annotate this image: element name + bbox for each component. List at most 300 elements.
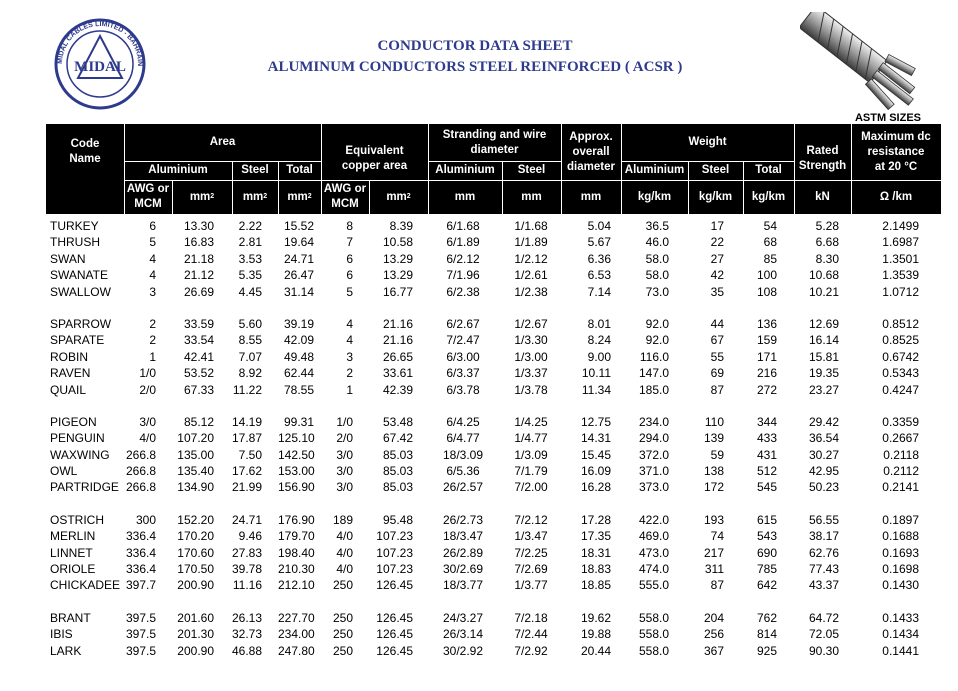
table-row: [46, 430, 941, 446]
cell-rated-strength: 16.14: [808, 333, 839, 348]
cell-code-name: BRANT: [50, 610, 91, 625]
cell-area-awg: 1/0: [139, 366, 156, 381]
table-row: [46, 284, 941, 300]
cell-weight-steel: 138: [703, 464, 724, 479]
cell-rated-strength: 29.42: [808, 414, 839, 429]
cell-max-resistance: 0.2112: [883, 464, 919, 479]
cell-stranding-aluminium: 26/2.57: [442, 480, 484, 495]
cell-overall-diameter: 10.11: [581, 366, 611, 381]
table-row: [46, 577, 941, 593]
cell-stranding-aluminium: 6/2.12: [446, 251, 480, 266]
cell-area-total: 210.30: [278, 562, 315, 577]
cell-copper-awg: 2/0: [336, 431, 353, 446]
cell-weight-aluminium: 422.0: [638, 512, 669, 527]
cell-code-name: MERLIN: [50, 529, 96, 544]
cell-rated-strength: 64.72: [808, 610, 839, 625]
cell-weight-steel: 35: [710, 284, 724, 299]
table-header: [46, 124, 941, 214]
cell-max-resistance: 0.4247: [882, 382, 919, 397]
cell-area-awg: 266.8: [125, 447, 156, 462]
cell-area-total: 212.10: [278, 578, 315, 593]
cell-max-resistance: 0.2118: [883, 447, 919, 462]
cell-copper-awg: 250: [332, 578, 353, 593]
cell-copper-awg: 4/0: [336, 545, 353, 560]
table-row: [46, 643, 941, 659]
cell-stranding-aluminium: 30/2.92: [442, 643, 484, 658]
cell-area-steel: 26.13: [232, 610, 263, 625]
cell-stranding-aluminium: 6/4.25: [446, 414, 480, 429]
cell-code-name: LARK: [50, 643, 82, 658]
cell-overall-diameter: 8.24: [587, 333, 611, 348]
cell-overall-diameter: 18.85: [580, 578, 611, 593]
cell-max-resistance: 0.8512: [882, 316, 919, 331]
document-subtitle: ALUMINUM CONDUCTORS STEEL REINFORCED ( ACSR ): [267, 59, 683, 75]
cell-stranding-aluminium: 30/2.69: [442, 562, 484, 577]
midal-logo: [54, 18, 146, 110]
cell-copper-awg: 7: [346, 235, 353, 250]
cell-area-aluminium: 85.12: [183, 414, 214, 429]
cell-area-aluminium: 13.30: [183, 219, 214, 233]
svg-text:MIDAL CABLES LIMITED - BAHRAIN: MIDAL CABLES LIMITED - BAHRAIN: [56, 20, 144, 67]
header-weight: Weight: [688, 136, 727, 148]
cell-weight-total: 85: [763, 251, 777, 266]
cell-area-total: 142.50: [278, 447, 315, 462]
cell-code-name: WAXWING: [50, 447, 110, 462]
cell-weight-total: 785: [756, 562, 777, 577]
cell-overall-diameter: 12.75: [580, 414, 611, 429]
cell-area-awg: 336.4: [125, 562, 156, 577]
cell-area-steel: 5.35: [238, 268, 262, 283]
cell-overall-diameter: 18.31: [580, 545, 611, 560]
cell-area-steel: 5.60: [238, 316, 262, 331]
cell-weight-steel: 67: [710, 333, 724, 348]
unit-ohm-km: Ω /km: [879, 190, 913, 203]
cell-area-steel: 3.53: [238, 251, 262, 266]
cell-overall-diameter: 17.28: [580, 512, 611, 527]
header-stranding: Stranding and wire diameter: [442, 128, 547, 156]
cell-area-awg: 336.4: [125, 529, 156, 544]
cell-copper-mm2: 126.45: [376, 610, 413, 625]
cell-stranding-steel: 1/1.68: [514, 219, 548, 233]
cell-area-total: 176.90: [278, 512, 315, 527]
table-row: [46, 267, 941, 283]
cell-area-aluminium: 152.20: [177, 512, 214, 527]
cell-code-name: PIGEON: [50, 414, 97, 429]
cell-copper-awg: 189: [332, 512, 353, 527]
header-area-total: Total: [286, 164, 313, 176]
cell-rated-strength: 19.35: [808, 366, 839, 381]
cell-weight-aluminium: 558.0: [638, 643, 669, 658]
cell-code-name: THRUSH: [50, 235, 100, 250]
cell-copper-mm2: 10.58: [382, 235, 413, 250]
cell-stranding-aluminium: 26/3.14: [442, 627, 484, 642]
cell-weight-aluminium: 373.0: [638, 480, 669, 495]
cell-copper-awg: 2: [346, 366, 353, 381]
cell-copper-mm2: 26.65: [382, 349, 413, 364]
cell-area-total: 179.70: [278, 529, 315, 544]
cell-code-name: RAVEN: [50, 366, 91, 381]
cell-rated-strength: 6.68: [815, 235, 839, 250]
cell-stranding-steel: 7/1.79: [514, 464, 548, 479]
cell-weight-steel: 311: [704, 562, 724, 577]
cell-weight-steel: 22: [710, 235, 724, 250]
cell-area-awg: 4/0: [139, 431, 156, 446]
cell-area-aluminium: 200.90: [177, 578, 214, 593]
cell-stranding-aluminium: 6/1.89: [446, 235, 480, 250]
cell-rated-strength: 10.21: [808, 284, 839, 299]
table-row: [46, 545, 941, 561]
cell-weight-total: 68: [763, 235, 777, 250]
cell-area-total: 78.55: [283, 382, 314, 397]
cell-overall-diameter: 16.09: [580, 464, 611, 479]
cell-stranding-steel: 1/3.37: [514, 366, 548, 381]
svg-text:MIDAL: MIDAL: [74, 59, 126, 75]
cell-area-aluminium: 42.41: [183, 349, 214, 364]
cell-rated-strength: 42.95: [808, 464, 839, 479]
cell-area-aluminium: 135.00: [177, 447, 214, 462]
cell-weight-aluminium: 92.0: [645, 333, 669, 348]
cell-rated-strength: 30.27: [808, 447, 839, 462]
cell-rated-strength: 23.27: [808, 382, 839, 397]
cell-stranding-steel: 1/2.12: [514, 251, 548, 266]
cell-copper-mm2: 53.48: [382, 414, 413, 429]
cell-area-steel: 2.22: [238, 219, 262, 233]
unit-mm2-total: mm 2: [287, 190, 312, 203]
cell-stranding-steel: 1/4.25: [514, 414, 548, 429]
cell-area-awg: 2: [149, 333, 156, 348]
cell-rated-strength: 15.81: [808, 349, 839, 364]
cell-stranding-steel: 1/3.00: [514, 349, 548, 364]
cell-area-aluminium: 134.90: [177, 480, 214, 495]
cell-copper-mm2: 107.23: [376, 562, 413, 577]
cell-area-aluminium: 170.60: [177, 545, 214, 560]
header-rated-strength: Rated Strength: [798, 145, 847, 172]
cell-stranding-aluminium: 7/1.96: [446, 268, 480, 283]
cell-area-steel: 27.83: [232, 545, 263, 560]
cell-area-steel: 8.55: [238, 333, 262, 348]
astm-sizes-label: ASTM SIZES: [854, 112, 921, 124]
cell-area-total: 19.64: [283, 235, 314, 250]
cell-area-steel: 8.92: [238, 366, 262, 381]
cell-overall-diameter: 20.44: [580, 643, 611, 658]
cell-weight-total: 543: [756, 529, 777, 544]
cell-copper-awg: 250: [332, 627, 353, 642]
cell-max-resistance: 1.3501: [882, 251, 919, 266]
cell-copper-awg: 3/0: [336, 464, 353, 479]
cell-stranding-steel: 1/3.47: [514, 529, 548, 544]
cell-rated-strength: 5.28: [815, 219, 839, 233]
cell-copper-mm2: 13.29: [382, 251, 413, 266]
document-title: CONDUCTOR DATA SHEET: [377, 38, 573, 54]
cell-rated-strength: 90.30: [808, 643, 839, 658]
cell-stranding-steel: 1/3.09: [514, 447, 548, 462]
cell-area-awg: 397.5: [125, 627, 156, 642]
cell-copper-mm2: 85.03: [382, 480, 413, 495]
cell-max-resistance: 0.2667: [882, 431, 919, 446]
cell-area-total: 42.09: [283, 333, 314, 348]
cell-area-total: 156.90: [278, 480, 315, 495]
cell-code-name: PARTRIDGE: [50, 480, 119, 495]
cell-weight-total: 136: [756, 316, 777, 331]
cell-weight-aluminium: 372.0: [638, 447, 669, 462]
cell-code-name: IBIS: [50, 627, 73, 642]
cell-stranding-aluminium: 6/3.78: [446, 382, 480, 397]
table-row: [46, 234, 941, 250]
cell-code-name: SWALLOW: [50, 284, 111, 299]
cell-rated-strength: 12.69: [808, 316, 839, 331]
unit-awg-copper: AWG or MCM: [323, 183, 367, 210]
cell-stranding-aluminium: 6/5.36: [446, 464, 480, 479]
cell-code-name: QUAIL: [50, 382, 87, 397]
cell-copper-mm2: 85.03: [382, 464, 413, 479]
cell-area-aluminium: 21.18: [183, 251, 214, 266]
cell-area-awg: 4: [149, 251, 156, 266]
cell-code-name: ROBIN: [50, 349, 89, 364]
cell-code-name: OWL: [50, 464, 78, 479]
cell-area-total: 31.14: [283, 284, 314, 299]
cell-copper-mm2: 13.29: [382, 268, 413, 283]
cell-weight-steel: 367: [703, 643, 724, 658]
cell-area-aluminium: 201.30: [177, 627, 214, 642]
cell-code-name: CHICKADEE: [50, 578, 121, 593]
cell-stranding-aluminium: 24/3.27: [442, 610, 484, 625]
cell-code-name: OSTRICH: [50, 512, 104, 527]
cell-area-steel: 11.16: [232, 578, 262, 593]
cell-stranding-steel: 1/3.30: [514, 333, 548, 348]
cell-stranding-steel: 1/2.38: [514, 284, 548, 299]
header-stranding-steel: Steel: [517, 164, 546, 176]
table-row: [46, 463, 941, 479]
unit-mm-stranding-al: mm: [454, 190, 476, 203]
cell-area-total: 234.00: [278, 627, 315, 642]
cell-area-steel: 21.99: [232, 480, 263, 495]
cell-max-resistance: 0.1433: [882, 610, 919, 625]
cell-weight-total: 272: [756, 382, 777, 397]
cell-area-aluminium: 135.40: [177, 464, 214, 479]
cell-weight-total: 642: [756, 578, 777, 593]
cell-stranding-aluminium: 18/3.09: [442, 447, 484, 462]
cell-max-resistance: 0.3359: [882, 414, 919, 429]
cell-weight-total: 431: [756, 447, 777, 462]
cell-max-resistance: 0.6742: [882, 349, 919, 364]
unit-mm2-copper: mm 2: [386, 190, 411, 203]
cell-weight-aluminium: 371.0: [638, 464, 669, 479]
cell-copper-awg: 5: [346, 284, 353, 299]
cell-code-name: PENGUIN: [50, 431, 105, 446]
cell-rated-strength: 50.23: [808, 480, 839, 495]
cell-area-steel: 24.71: [232, 512, 263, 527]
cell-area-aluminium: 200.90: [177, 643, 214, 658]
cell-stranding-steel: 1/2.61: [514, 268, 548, 283]
cell-area-awg: 1: [149, 349, 156, 364]
cell-code-name: LINNET: [50, 545, 93, 560]
cell-weight-aluminium: 234.0: [638, 414, 669, 429]
unit-kgkm-al: kg/km: [637, 190, 672, 203]
cell-weight-total: 100: [756, 268, 777, 283]
cell-weight-aluminium: 58.0: [645, 268, 669, 283]
cell-copper-mm2: 107.23: [376, 529, 413, 544]
cell-weight-aluminium: 58.0: [645, 251, 669, 266]
cell-copper-mm2: 67.42: [382, 431, 413, 446]
cell-copper-mm2: 126.45: [376, 578, 413, 593]
cell-rated-strength: 36.54: [808, 431, 839, 446]
cell-stranding-aluminium: 7/2.47: [446, 333, 480, 348]
cell-weight-total: 512: [756, 464, 777, 479]
header-weight-aluminium: Aluminium: [624, 164, 685, 176]
table-row: [46, 414, 941, 430]
cell-area-steel: 46.88: [232, 643, 263, 658]
cell-copper-awg: 6: [346, 251, 353, 266]
cell-rated-strength: 77.43: [808, 562, 839, 577]
cell-stranding-steel: 7/2.69: [514, 562, 548, 577]
header-weight-total: Total: [755, 164, 782, 176]
cell-area-awg: 266.8: [125, 464, 156, 479]
cell-overall-diameter: 9.00: [587, 349, 611, 364]
table-row: [46, 316, 941, 332]
cell-overall-diameter: 17.35: [580, 529, 611, 544]
cell-weight-total: 433: [756, 431, 777, 446]
cell-overall-diameter: 19.88: [580, 627, 611, 642]
cell-copper-awg: 1/0: [336, 414, 353, 429]
cell-max-resistance: 2.1499: [882, 219, 919, 233]
cell-area-aluminium: 53.52: [183, 366, 214, 381]
acsr-cable-illustration: [800, 12, 932, 112]
cell-overall-diameter: 5.67: [587, 235, 611, 250]
cell-stranding-steel: 7/2.12: [514, 512, 548, 527]
cell-code-name: SWANATE: [50, 268, 109, 283]
cell-area-aluminium: 201.60: [177, 610, 214, 625]
cell-stranding-aluminium: 6/4.77: [446, 431, 480, 446]
table-row: [46, 365, 941, 381]
cell-area-steel: 14.19: [232, 414, 263, 429]
unit-mm2-steel: mm 2: [242, 190, 268, 203]
cell-copper-awg: 3/0: [336, 447, 353, 462]
cell-copper-awg: 6: [346, 268, 353, 283]
cell-area-total: 125.10: [278, 431, 315, 446]
header-equivalent: Equivalent copper area: [341, 145, 408, 172]
cell-weight-steel: 69: [710, 366, 724, 381]
cell-weight-aluminium: 555.0: [638, 578, 669, 593]
table-row: [46, 561, 941, 577]
cell-code-name: ORIOLE: [50, 562, 96, 577]
cell-weight-steel: 87: [710, 578, 724, 593]
cell-weight-total: 171: [756, 349, 777, 364]
cell-weight-total: 108: [756, 284, 777, 299]
cell-area-steel: 7.07: [238, 349, 262, 364]
cell-copper-mm2: 95.48: [382, 512, 413, 527]
cell-max-resistance: 0.8525: [882, 333, 919, 348]
cell-max-resistance: 0.1693: [882, 545, 919, 560]
cell-weight-aluminium: 46.0: [645, 235, 669, 250]
cell-copper-awg: 250: [332, 610, 353, 625]
cell-weight-aluminium: 473.0: [638, 545, 669, 560]
cell-area-awg: 2/0: [139, 382, 156, 397]
cell-stranding-steel: 1/3.77: [514, 578, 548, 593]
table-row: [46, 332, 941, 348]
header-approx-diameter: Approx. overall diameter: [567, 130, 615, 173]
cell-overall-diameter: 8.01: [587, 316, 611, 331]
cell-weight-total: 159: [756, 333, 777, 348]
cell-area-awg: 6: [149, 219, 156, 233]
unit-kgkm-st: kg/km: [698, 190, 733, 203]
cell-copper-awg: 250: [332, 643, 353, 658]
cell-weight-aluminium: 92.0: [645, 316, 669, 331]
cell-stranding-aluminium: 18/3.77: [442, 578, 484, 593]
cell-area-total: 26.47: [283, 268, 314, 283]
cell-area-aluminium: 67.33: [183, 382, 214, 397]
cell-weight-steel: 55: [710, 349, 724, 364]
cell-weight-steel: 59: [710, 447, 724, 462]
cell-code-name: TURKEY: [50, 219, 99, 233]
cell-stranding-steel: 1/2.67: [514, 316, 548, 331]
table-row: [46, 349, 941, 365]
cell-stranding-steel: 7/2.00: [514, 480, 548, 495]
cell-copper-mm2: 33.61: [382, 366, 413, 381]
cell-area-aluminium: 26.69: [183, 284, 214, 299]
cell-weight-total: 925: [756, 643, 777, 658]
unit-awg-area: AWG or MCM: [126, 183, 170, 210]
cell-area-aluminium: 21.12: [183, 268, 214, 283]
cell-area-aluminium: 170.50: [177, 562, 214, 577]
unit-mm-diameter: mm: [580, 190, 602, 203]
cell-stranding-aluminium: 18/3.47: [442, 529, 484, 544]
cell-weight-steel: 217: [703, 545, 724, 560]
cell-area-awg: 4: [149, 268, 156, 283]
table-body: [46, 218, 941, 659]
cell-stranding-steel: 1/4.77: [514, 431, 548, 446]
cell-area-awg: 3/0: [139, 414, 156, 429]
cell-area-total: 15.52: [283, 219, 314, 233]
cell-area-awg: 300: [135, 512, 156, 527]
cell-stranding-steel: 7/2.44: [514, 627, 548, 642]
cell-overall-diameter: 11.34: [581, 382, 611, 397]
cell-weight-steel: 139: [703, 431, 724, 446]
cell-area-steel: 4.45: [238, 284, 262, 299]
table-row: [46, 626, 941, 642]
cell-copper-awg: 4/0: [336, 562, 353, 577]
cell-area-awg: 3: [149, 284, 156, 299]
table-row: [46, 218, 941, 234]
cell-area-total: 24.71: [283, 251, 314, 266]
cell-weight-steel: 172: [703, 480, 724, 495]
cell-overall-diameter: 5.04: [587, 219, 611, 233]
cell-weight-total: 814: [756, 627, 777, 642]
cell-area-steel: 32.73: [232, 627, 263, 642]
cell-rated-strength: 8.30: [815, 251, 839, 266]
cell-code-name: SWAN: [50, 251, 86, 266]
header-code: Code Name: [69, 138, 101, 165]
cell-weight-steel: 27: [710, 251, 724, 266]
cell-area-aluminium: 16.83: [183, 235, 214, 250]
cell-overall-diameter: 14.31: [580, 431, 611, 446]
cell-weight-total: 762: [756, 610, 777, 625]
cell-weight-aluminium: 474.0: [638, 562, 669, 577]
cell-overall-diameter: 7.14: [587, 284, 611, 299]
cell-copper-mm2: 126.45: [376, 643, 413, 658]
cell-stranding-aluminium: 6/2.38: [446, 284, 480, 299]
cell-max-resistance: 0.2141: [882, 480, 919, 495]
cell-weight-aluminium: 185.0: [638, 382, 669, 397]
cell-copper-awg: 4: [346, 316, 353, 331]
cell-weight-aluminium: 469.0: [638, 529, 669, 544]
cell-copper-mm2: 107.23: [376, 545, 413, 560]
cell-rated-strength: 56.55: [808, 512, 839, 527]
cell-weight-steel: 204: [703, 610, 724, 625]
cell-overall-diameter: 6.53: [587, 268, 611, 283]
cell-weight-steel: 44: [710, 316, 724, 331]
cell-area-awg: 397.5: [125, 610, 156, 625]
cell-stranding-aluminium: 26/2.89: [442, 545, 484, 560]
